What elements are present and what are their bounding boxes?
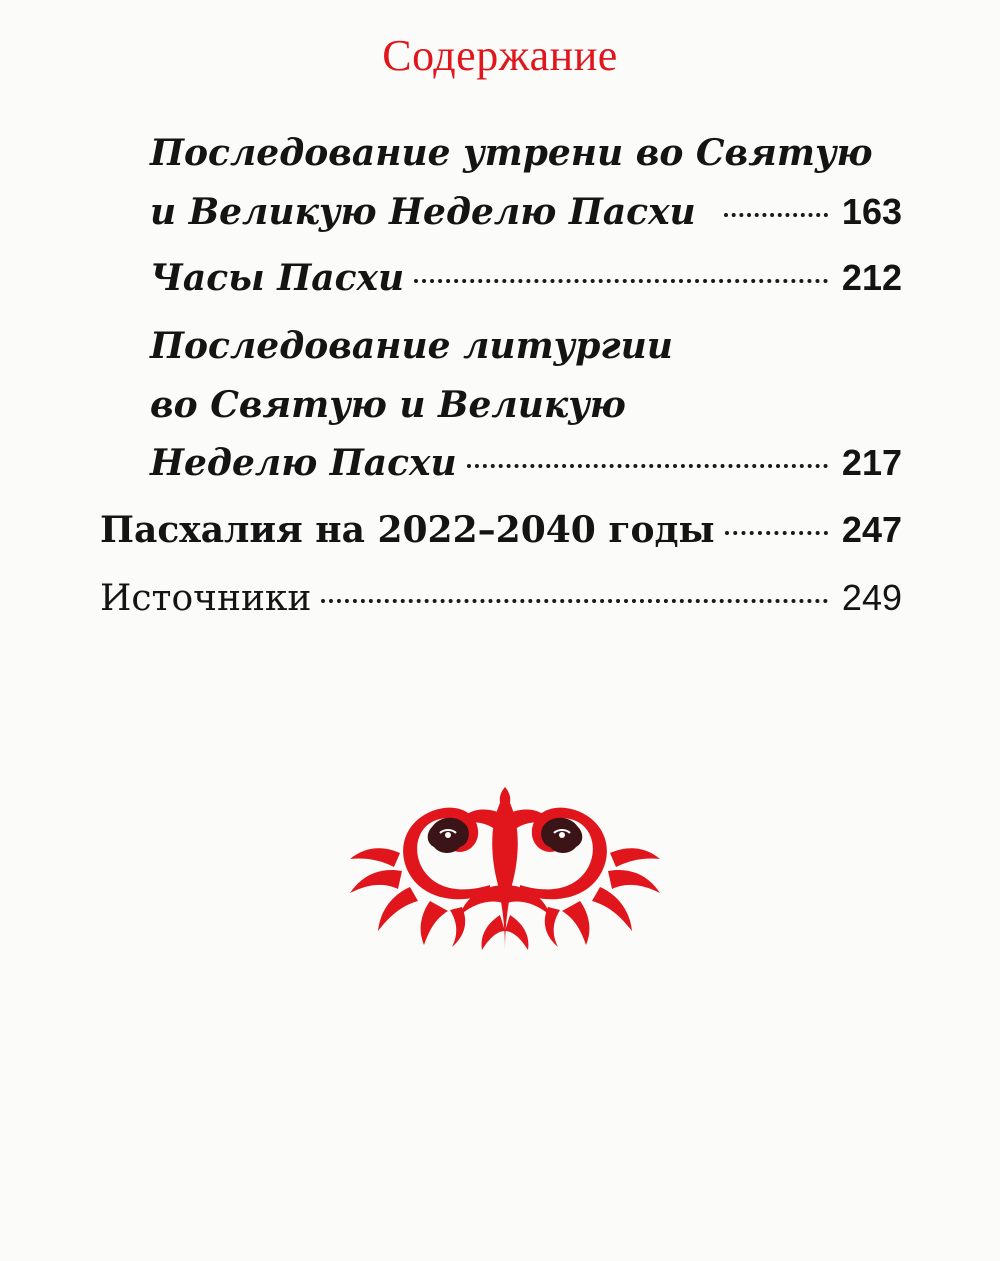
dot-leader [321,599,827,603]
page-number: 217 [841,442,902,483]
toc-entry-paskhaliya[interactable] [100,504,902,556]
page-title: Содержание [382,31,618,80]
toc-entry-istochniki[interactable] [100,572,902,624]
dot-leader [414,279,828,283]
toc-entry-istochniki-label: Источники [100,578,312,619]
page-number: 212 [841,257,902,298]
toc-entry-liturgiya-line-1: Последование литургии [150,325,673,367]
toc-entry-utrenya-line-1: Последование утрени во Святую [150,132,873,174]
page-number: 163 [841,191,902,232]
dot-leader [467,464,828,468]
toc-entry-chasy[interactable] [150,252,902,304]
toc-entry-utrenya[interactable] [150,186,902,238]
dot-leader [724,213,828,217]
toc-entry-utrenya-line-2: и Великую Неделю Пасхи [150,191,696,233]
toc-entry-chasy-label: Часы Пасхи [150,257,405,299]
toc-entry-paskhaliya-label: Пасхалия на 2022–2040 годы [100,509,715,551]
toc-entry-liturgiya-line-3: Неделю Пасхи [150,442,457,484]
toc-entry-liturgiya-line-2: во Святую и Великую [150,384,626,426]
page-number: 249 [841,577,902,618]
page-number: 247 [841,509,902,550]
toc-entry-liturgiya[interactable] [150,437,902,489]
floral-ornament-icon [340,775,670,955]
dot-leader [725,531,828,535]
